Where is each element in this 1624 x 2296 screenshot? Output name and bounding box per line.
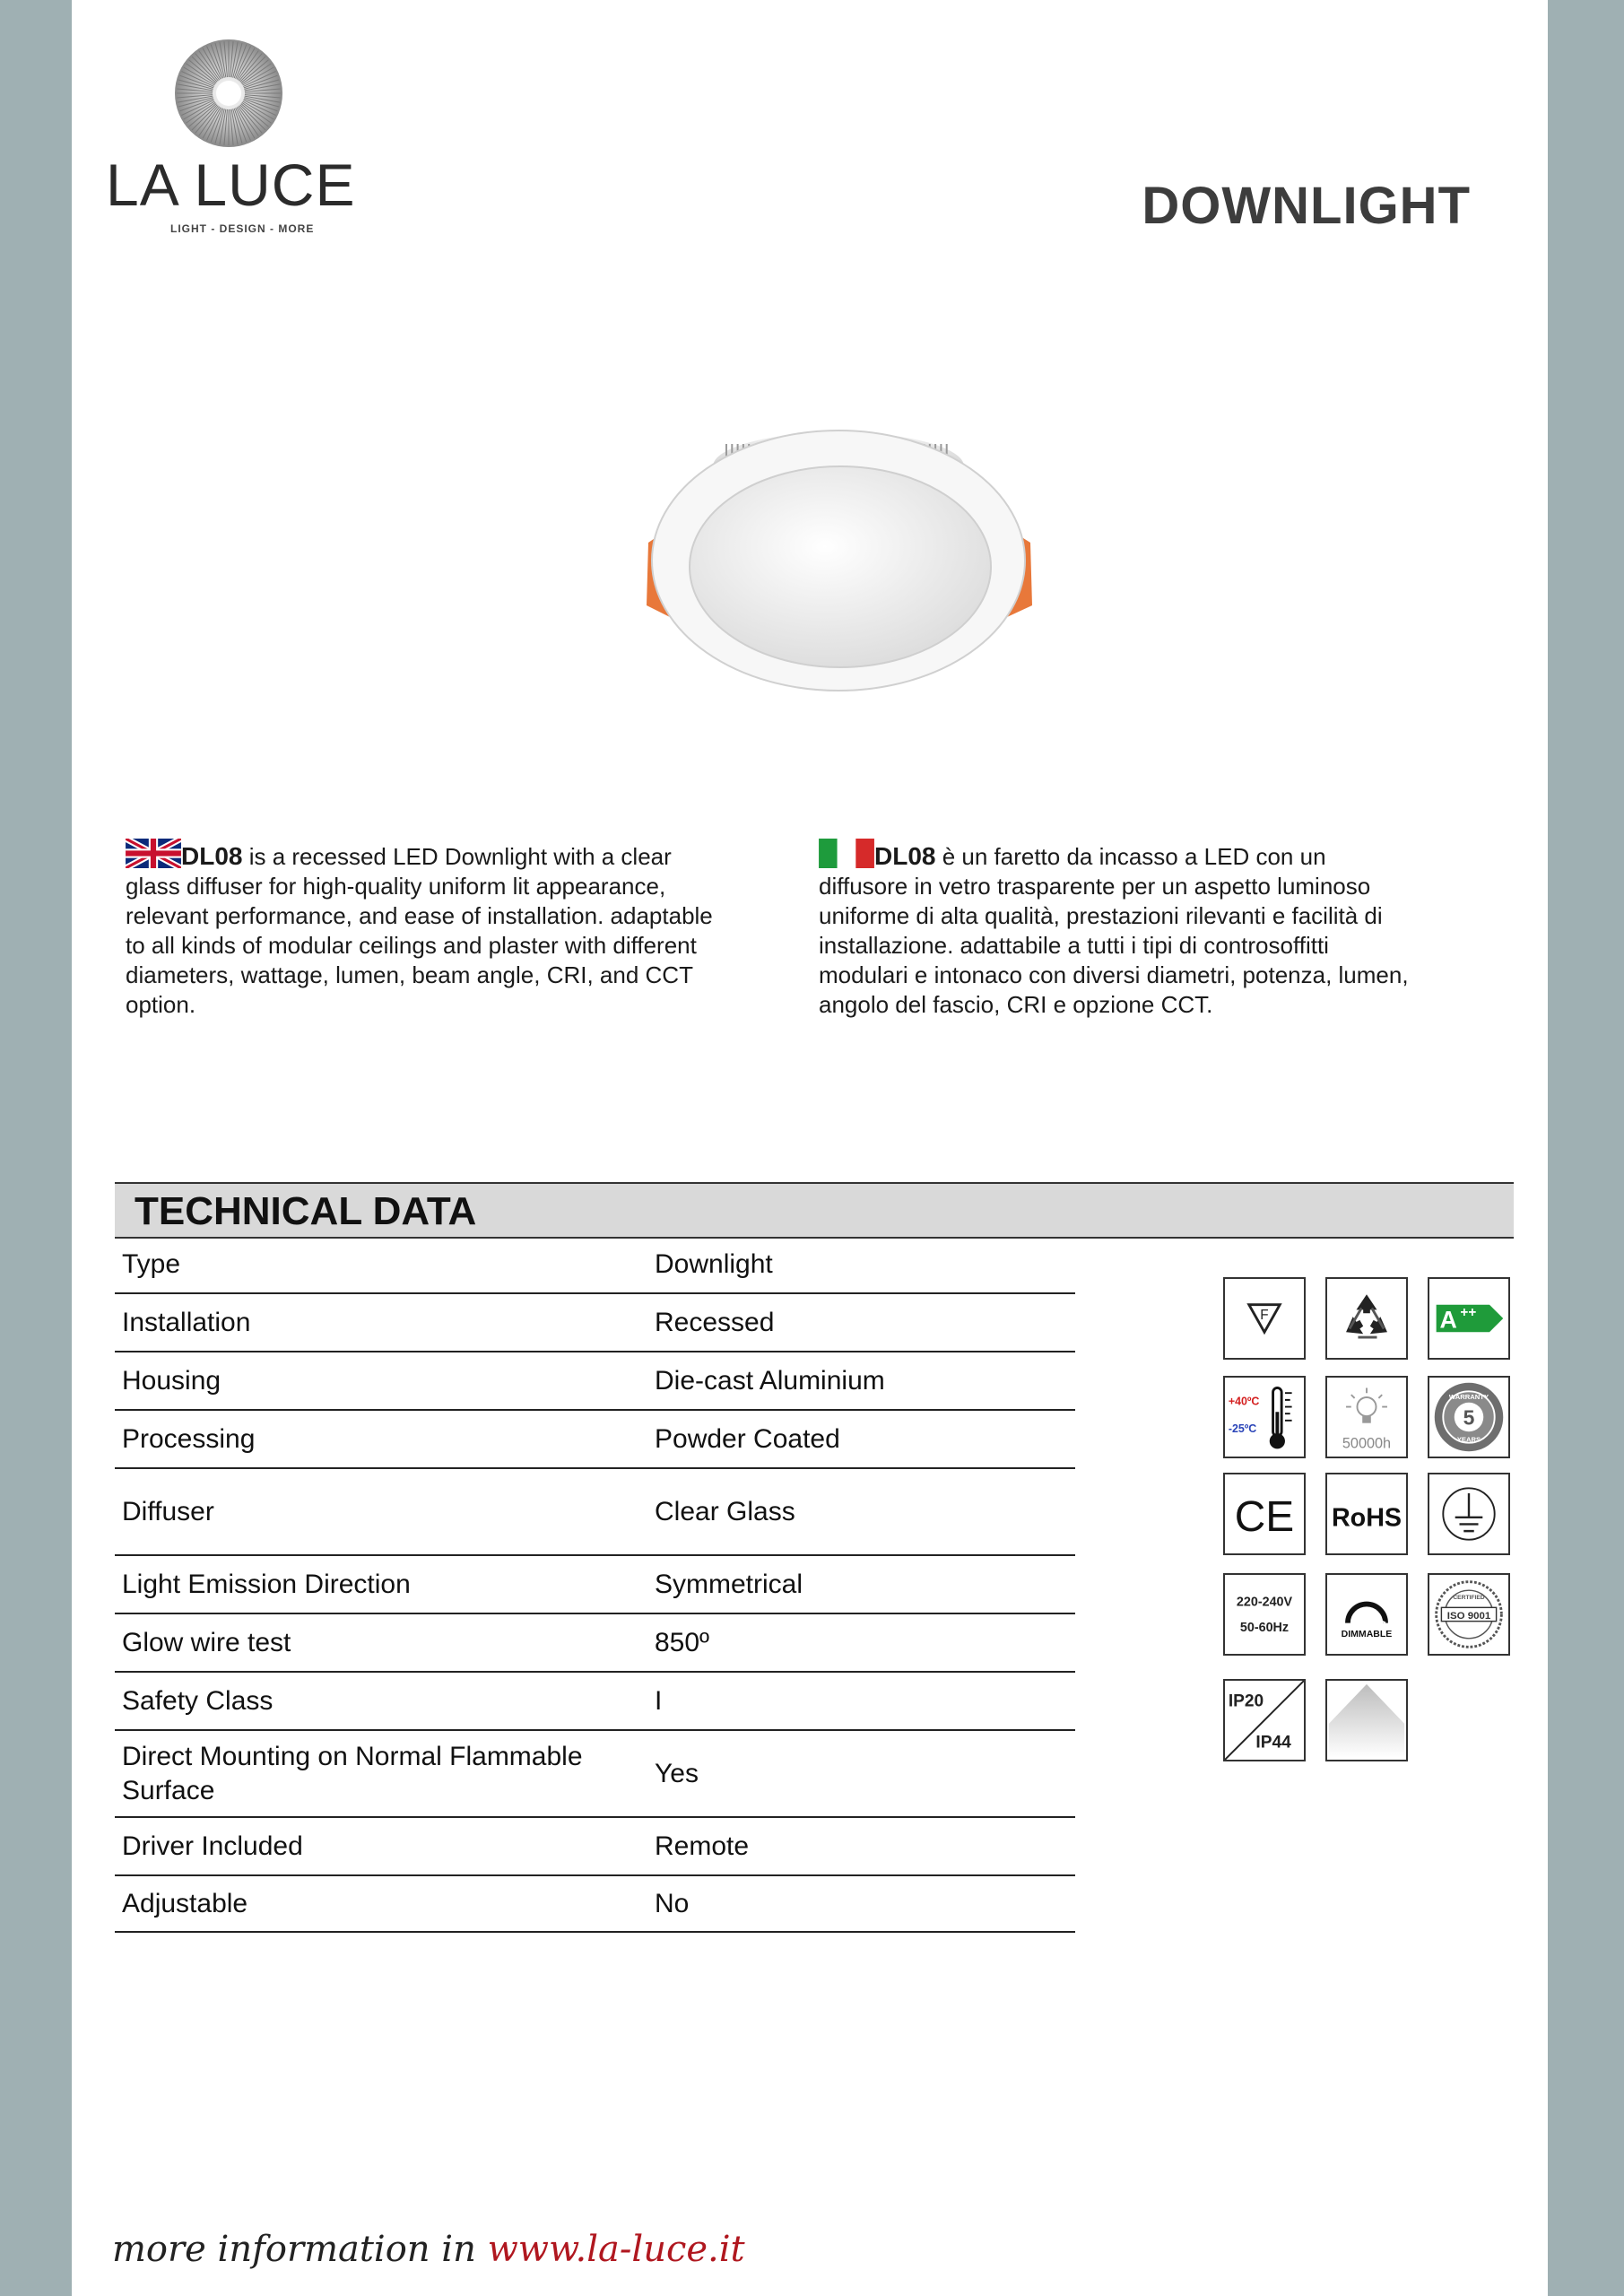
spec-label: Adjustable xyxy=(115,1875,638,1932)
page-title: DOWNLIGHT xyxy=(1142,177,1471,235)
logo-tagline: LIGHT - DESIGN - MORE xyxy=(170,222,315,235)
section-title: TECHNICAL DATA xyxy=(135,1189,477,1233)
spec-value: Clear Glass xyxy=(638,1468,1075,1555)
spec-label: Housing xyxy=(115,1352,638,1410)
iso-label: ISO 9001 xyxy=(1446,1610,1491,1622)
logo-wordmark: LA LUCE xyxy=(106,152,356,218)
spec-value: Symmetrical xyxy=(638,1555,1075,1613)
website-link[interactable]: www.la-luce.it xyxy=(487,2229,745,2270)
ip-top: IP20 xyxy=(1228,1692,1264,1711)
f-mark-icon xyxy=(1223,1277,1306,1360)
ce-text: CE xyxy=(1234,1493,1295,1542)
spec-label: Installation xyxy=(115,1293,638,1352)
recycle-icon xyxy=(1325,1277,1408,1360)
spec-label: Driver Included xyxy=(115,1817,638,1875)
table-row xyxy=(115,1237,1075,1293)
energy-class-plus: ++ xyxy=(1460,1305,1477,1321)
ip-bottom: IP44 xyxy=(1255,1733,1291,1752)
beam-icon xyxy=(1325,1679,1408,1761)
sun-logo-icon xyxy=(173,38,284,149)
rohs-text: RoHS xyxy=(1331,1503,1403,1533)
product-code: DL08 xyxy=(874,842,936,870)
spec-value: Yes xyxy=(638,1730,1075,1817)
description-text: è un faretto da incasso a LED con un diffusore in vetro trasparente per un aspetto luminoso uniforme di alta qualità, prestazioni rilevanti e facilità di installazione. adattabile a tutti i tipi di controsoffitti modulari e intonaco con diversi diametri, potenza, lumen, angolo del fascio, CRI e opzione CCT. xyxy=(819,843,1409,1018)
la-luce-logo xyxy=(106,36,375,251)
spec-label: Processing xyxy=(115,1410,638,1468)
spec-label: Type xyxy=(115,1237,638,1293)
italy-flag-icon xyxy=(819,839,874,868)
description-text: is a recessed LED Downlight with a clear glass diffuser for high-quality uniform lit appearance, relevant performance, and ease of installation. adaptable to all kinds of modular ceilings and plaster with different diameters, wattage, lumen, beam angle, CRI, and CCT option. xyxy=(126,843,713,1018)
table-row xyxy=(115,1817,1075,1875)
technical-data-header xyxy=(115,1182,1514,1239)
warranty-icon xyxy=(1428,1376,1510,1458)
spec-value: Powder Coated xyxy=(638,1410,1075,1468)
warranty-top: WARRANTY xyxy=(1448,1392,1489,1401)
ce-mark-icon xyxy=(1223,1473,1306,1555)
spec-label: Diffuser xyxy=(115,1468,638,1555)
warranty-bottom: YEARS xyxy=(1456,1435,1481,1444)
energy-class-icon xyxy=(1428,1277,1510,1360)
temp-max: +40ºC xyxy=(1228,1395,1260,1408)
technical-data-table xyxy=(115,1237,1075,1933)
table-row xyxy=(115,1352,1075,1410)
spec-label: Direct Mounting on Normal Flammable Surface xyxy=(115,1730,638,1817)
spec-value: Downlight xyxy=(638,1237,1075,1293)
product-image xyxy=(596,395,1081,718)
ip-rating-icon xyxy=(1223,1679,1306,1761)
spec-label: Light Emission Direction xyxy=(115,1555,638,1613)
product-code: DL08 xyxy=(181,842,243,870)
spec-label: Safety Class xyxy=(115,1672,638,1730)
rohs-icon xyxy=(1325,1473,1408,1555)
table-row xyxy=(115,1468,1075,1555)
spec-value: I xyxy=(638,1672,1075,1730)
spec-value: Recessed xyxy=(638,1293,1075,1352)
frequency-range: 50-60Hz xyxy=(1239,1621,1290,1636)
temp-min: -25ºC xyxy=(1228,1422,1257,1436)
f-mark-letter: F xyxy=(1260,1307,1269,1323)
dimmable-icon xyxy=(1325,1573,1408,1656)
table-row xyxy=(115,1672,1075,1730)
earth-ground-icon xyxy=(1428,1473,1510,1555)
warranty-years: 5 xyxy=(1463,1405,1475,1430)
voltage-icon xyxy=(1223,1573,1306,1656)
lifetime-hours: 50000h xyxy=(1342,1435,1392,1452)
spec-value: No xyxy=(638,1875,1075,1932)
uk-flag-icon xyxy=(126,839,181,868)
datasheet-page xyxy=(72,0,1548,2296)
certification-icons xyxy=(1223,1277,1519,1779)
spec-label: Glow wire test xyxy=(115,1613,638,1672)
table-row xyxy=(115,1613,1075,1672)
table-row xyxy=(115,1730,1075,1817)
temperature-range-icon xyxy=(1223,1376,1306,1458)
footer xyxy=(112,2229,745,2270)
table-row xyxy=(115,1410,1075,1468)
iso-9001-icon xyxy=(1428,1573,1510,1656)
spec-value: Remote xyxy=(638,1817,1075,1875)
lifetime-bulb-icon xyxy=(1325,1376,1408,1458)
table-row xyxy=(115,1293,1075,1352)
spec-value: Die-cast Aluminium xyxy=(638,1352,1075,1410)
description-english xyxy=(126,839,717,1020)
spec-value: 850º xyxy=(638,1613,1075,1672)
table-row xyxy=(115,1875,1075,1932)
voltage-range: 220-240V xyxy=(1236,1595,1293,1610)
dimmable-label: DIMMABLE xyxy=(1341,1628,1393,1639)
description-italian xyxy=(819,839,1411,1020)
table-row xyxy=(115,1555,1075,1613)
iso-ring-text: CERTIFIED xyxy=(1453,1594,1485,1601)
energy-class-letter: A xyxy=(1439,1306,1457,1334)
footer-text: more information in xyxy=(112,2229,488,2270)
